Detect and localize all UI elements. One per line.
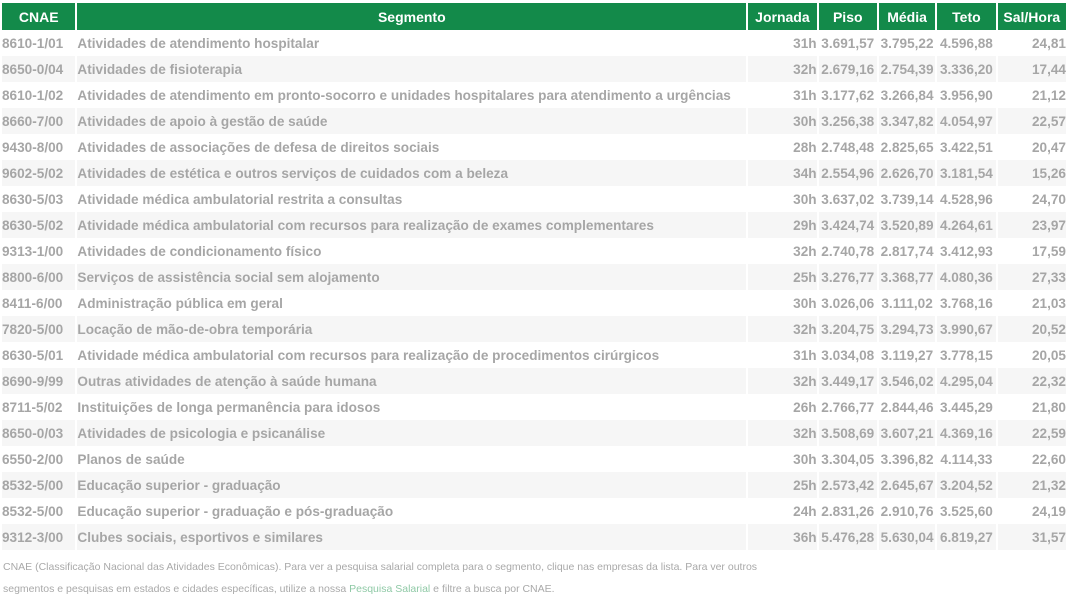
media-cell: 3.266,84 [879, 82, 935, 108]
media-cell: 3.368,77 [879, 264, 935, 290]
teto-cell: 3.525,60 [937, 498, 995, 524]
cnae-cell: 8532-5/00 [2, 498, 75, 524]
media-cell: 2.910,76 [879, 498, 935, 524]
teto-cell: 4.596,88 [937, 30, 995, 56]
segmento-cell[interactable]: Atividades de associações de defesa de direitos sociais [77, 134, 746, 160]
segmento-cell[interactable]: Planos de saúde [77, 446, 746, 472]
column-header-sal-hora: Sal/Hora [998, 3, 1066, 30]
sal-hora-cell: 20,52 [998, 316, 1066, 342]
teto-cell: 3.768,16 [937, 290, 995, 316]
media-cell: 3.520,89 [879, 212, 935, 238]
teto-cell: 4.114,33 [937, 446, 995, 472]
cnae-cell: 9602-5/02 [2, 160, 75, 186]
table-row[interactable] [2, 30, 1066, 56]
cnae-cell: 9430-8/00 [2, 134, 75, 160]
sal-hora-cell: 31,57 [998, 524, 1066, 550]
jornada-cell: 32h [748, 238, 816, 264]
piso-cell: 2.679,16 [819, 56, 877, 82]
salary-table [0, 3, 1068, 550]
table-row[interactable] [2, 160, 1066, 186]
column-header-teto: Teto [937, 3, 995, 30]
media-cell: 3.111,02 [879, 290, 935, 316]
teto-cell: 3.204,52 [937, 472, 995, 498]
sal-hora-cell: 24,19 [998, 498, 1066, 524]
piso-cell: 3.637,02 [819, 186, 877, 212]
footnote [3, 556, 803, 596]
pesquisa-salarial-link[interactable]: Pesquisa Salarial [349, 583, 431, 595]
table-row[interactable] [2, 342, 1066, 368]
segmento-cell[interactable]: Atividade médica ambulatorial com recursos para realização de procedimentos cirúrgicos [77, 342, 746, 368]
table-row[interactable] [2, 108, 1066, 134]
segmento-cell[interactable]: Clubes sociais, esportivos e similares [77, 524, 746, 550]
media-cell: 3.294,73 [879, 316, 935, 342]
sal-hora-cell: 24,81 [998, 30, 1066, 56]
teto-cell: 4.264,61 [937, 212, 995, 238]
segmento-cell[interactable]: Atividade médica ambulatorial restrita a consultas [77, 186, 746, 212]
cnae-cell: 8630-5/03 [2, 186, 75, 212]
cnae-cell: 8650-0/03 [2, 420, 75, 446]
piso-cell: 2.766,77 [819, 394, 877, 420]
jornada-cell: 28h [748, 134, 816, 160]
segmento-cell[interactable]: Atividades de apoio à gestão de saúde [77, 108, 746, 134]
media-cell: 3.607,21 [879, 420, 935, 446]
cnae-cell: 8411-6/00 [2, 290, 75, 316]
segmento-cell[interactable]: Atividades de atendimento em pronto-socorro e unidades hospitalares para atendimento a urgências [77, 82, 746, 108]
jornada-cell: 30h [748, 108, 816, 134]
segmento-cell[interactable]: Atividade médica ambulatorial com recursos para realização de exames complementares [77, 212, 746, 238]
table-row[interactable] [2, 290, 1066, 316]
media-cell: 3.347,82 [879, 108, 935, 134]
teto-cell: 4.295,04 [937, 368, 995, 394]
sal-hora-cell: 20,05 [998, 342, 1066, 368]
jornada-cell: 32h [748, 368, 816, 394]
table-row[interactable] [2, 498, 1066, 524]
jornada-cell: 31h [748, 82, 816, 108]
jornada-cell: 25h [748, 472, 816, 498]
teto-cell: 3.336,20 [937, 56, 995, 82]
teto-cell: 6.819,27 [937, 524, 995, 550]
piso-cell: 2.748,48 [819, 134, 877, 160]
table-row[interactable] [2, 394, 1066, 420]
cnae-cell: 8610-1/02 [2, 82, 75, 108]
sal-hora-cell: 22,32 [998, 368, 1066, 394]
table-row[interactable] [2, 264, 1066, 290]
cnae-cell: 8532-5/00 [2, 472, 75, 498]
sal-hora-cell: 20,47 [998, 134, 1066, 160]
piso-cell: 3.256,38 [819, 108, 877, 134]
jornada-cell: 34h [748, 160, 816, 186]
segmento-cell[interactable]: Serviços de assistência social sem alojamento [77, 264, 746, 290]
piso-cell: 3.177,62 [819, 82, 877, 108]
media-cell: 2.825,65 [879, 134, 935, 160]
piso-cell: 2.831,26 [819, 498, 877, 524]
cnae-cell: 8711-5/02 [2, 394, 75, 420]
table-row[interactable] [2, 316, 1066, 342]
jornada-cell: 32h [748, 420, 816, 446]
sal-hora-cell: 15,26 [998, 160, 1066, 186]
media-cell: 2.844,46 [879, 394, 935, 420]
media-cell: 3.739,14 [879, 186, 935, 212]
jornada-cell: 36h [748, 524, 816, 550]
teto-cell: 4.054,97 [937, 108, 995, 134]
media-cell: 3.119,27 [879, 342, 935, 368]
cnae-cell: 8630-5/02 [2, 212, 75, 238]
sal-hora-cell: 21,03 [998, 290, 1066, 316]
column-header-segmento: Segmento [77, 3, 746, 30]
teto-cell: 3.422,51 [937, 134, 995, 160]
segmento-cell[interactable]: Instituições de longa permanência para idosos [77, 394, 746, 420]
jornada-cell: 24h [748, 498, 816, 524]
table-row[interactable] [2, 212, 1066, 238]
sal-hora-cell: 17,44 [998, 56, 1066, 82]
media-cell: 2.754,39 [879, 56, 935, 82]
segmento-cell[interactable]: Outras atividades de atenção à saúde humana [77, 368, 746, 394]
footnote-text-before: CNAE (Classificação Nacional das Atividades Econômicas). Para ver a pesquisa salarial completa para o segmento, clique nas empresas da lista. Para ver outros segmentos e pesquisas em estados e cidades específicas, utilize a nossa [3, 561, 758, 595]
cnae-cell: 8690-9/99 [2, 368, 75, 394]
teto-cell: 3.445,29 [937, 394, 995, 420]
sal-hora-cell: 21,80 [998, 394, 1066, 420]
piso-cell: 5.476,28 [819, 524, 877, 550]
segmento-cell[interactable]: Educação superior - graduação [77, 472, 746, 498]
segmento-cell[interactable]: Atividades de estética e outros serviços de cuidados com a beleza [77, 160, 746, 186]
sal-hora-cell: 21,12 [998, 82, 1066, 108]
jornada-cell: 32h [748, 56, 816, 82]
table-row[interactable] [2, 186, 1066, 212]
piso-cell: 3.204,75 [819, 316, 877, 342]
jornada-cell: 32h [748, 316, 816, 342]
cnae-cell: 9313-1/00 [2, 238, 75, 264]
piso-cell: 3.276,77 [819, 264, 877, 290]
media-cell: 2.817,74 [879, 238, 935, 264]
table-row[interactable] [2, 368, 1066, 394]
segmento-cell[interactable]: Atividades de condicionamento físico [77, 238, 746, 264]
jornada-cell: 30h [748, 446, 816, 472]
sal-hora-cell: 21,32 [998, 472, 1066, 498]
piso-cell: 2.554,96 [819, 160, 877, 186]
teto-cell: 3.990,67 [937, 316, 995, 342]
piso-cell: 2.740,78 [819, 238, 877, 264]
sal-hora-cell: 27,33 [998, 264, 1066, 290]
teto-cell: 3.181,54 [937, 160, 995, 186]
table-row[interactable] [2, 134, 1066, 160]
teto-cell: 3.956,90 [937, 82, 995, 108]
table-row[interactable] [2, 420, 1066, 446]
teto-cell: 4.528,96 [937, 186, 995, 212]
table-row[interactable] [2, 524, 1066, 550]
jornada-cell: 26h [748, 394, 816, 420]
cnae-cell: 8660-7/00 [2, 108, 75, 134]
table-row[interactable] [2, 472, 1066, 498]
cnae-cell: 8650-0/04 [2, 56, 75, 82]
cnae-cell: 8610-1/01 [2, 30, 75, 56]
table-header-row [2, 3, 1066, 30]
piso-cell: 3.508,69 [819, 420, 877, 446]
segmento-cell[interactable]: Educação superior - graduação e pós-graduação [77, 498, 746, 524]
piso-cell: 3.449,17 [819, 368, 877, 394]
jornada-cell: 29h [748, 212, 816, 238]
table-row[interactable] [2, 238, 1066, 264]
media-cell: 2.645,67 [879, 472, 935, 498]
segmento-cell[interactable]: Locação de mão-de-obra temporária [77, 316, 746, 342]
media-cell: 3.396,82 [879, 446, 935, 472]
segmento-cell[interactable]: Atividades de fisioterapia [77, 56, 746, 82]
sal-hora-cell: 22,57 [998, 108, 1066, 134]
column-header-media: Média [879, 3, 935, 30]
segmento-cell[interactable]: Administração pública em geral [77, 290, 746, 316]
cnae-cell: 8800-6/00 [2, 264, 75, 290]
piso-cell: 3.034,08 [819, 342, 877, 368]
segmento-cell[interactable]: Atividades de psicologia e psicanálise [77, 420, 746, 446]
table-row[interactable] [2, 82, 1066, 108]
column-header-piso: Piso [819, 3, 877, 30]
footnote-text-after: e filtre a busca por CNAE. [430, 583, 555, 595]
teto-cell: 3.412,93 [937, 238, 995, 264]
jornada-cell: 30h [748, 290, 816, 316]
piso-cell: 3.424,74 [819, 212, 877, 238]
table-row[interactable] [2, 446, 1066, 472]
sal-hora-cell: 23,97 [998, 212, 1066, 238]
column-header-jornada: Jornada [748, 3, 816, 30]
jornada-cell: 31h [748, 30, 816, 56]
jornada-cell: 31h [748, 342, 816, 368]
teto-cell: 3.778,15 [937, 342, 995, 368]
sal-hora-cell: 22,59 [998, 420, 1066, 446]
sal-hora-cell: 22,60 [998, 446, 1066, 472]
media-cell: 3.795,22 [879, 30, 935, 56]
media-cell: 5.630,04 [879, 524, 935, 550]
teto-cell: 4.080,36 [937, 264, 995, 290]
jornada-cell: 25h [748, 264, 816, 290]
piso-cell: 3.304,05 [819, 446, 877, 472]
cnae-cell: 7820-5/00 [2, 316, 75, 342]
jornada-cell: 30h [748, 186, 816, 212]
piso-cell: 3.691,57 [819, 30, 877, 56]
teto-cell: 4.369,16 [937, 420, 995, 446]
sal-hora-cell: 24,70 [998, 186, 1066, 212]
media-cell: 2.626,70 [879, 160, 935, 186]
sal-hora-cell: 17,59 [998, 238, 1066, 264]
cnae-cell: 8630-5/01 [2, 342, 75, 368]
cnae-cell: 6550-2/00 [2, 446, 75, 472]
piso-cell: 3.026,06 [819, 290, 877, 316]
column-header-cnae: CNAE [2, 3, 75, 30]
cnae-cell: 9312-3/00 [2, 524, 75, 550]
segmento-cell[interactable]: Atividades de atendimento hospitalar [77, 30, 746, 56]
table-row[interactable] [2, 56, 1066, 82]
media-cell: 3.546,02 [879, 368, 935, 394]
piso-cell: 2.573,42 [819, 472, 877, 498]
